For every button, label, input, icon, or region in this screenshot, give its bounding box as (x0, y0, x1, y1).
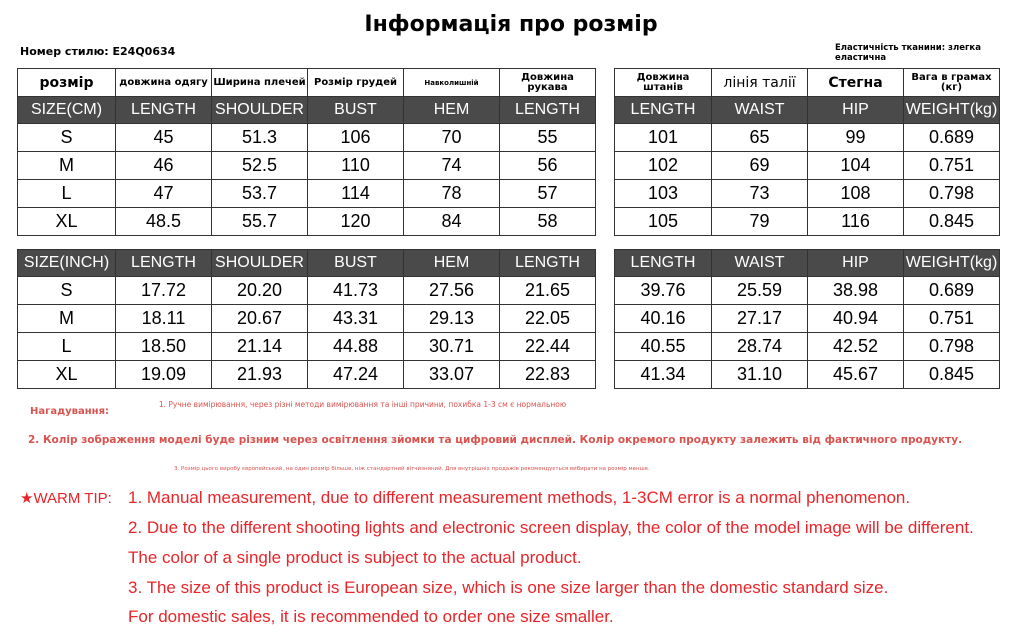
size-table-cm-right (614, 68, 1000, 236)
label-shoulder: Ширина плечей (212, 69, 308, 97)
header-cell: LENGTH (615, 250, 712, 277)
table-cell: 55 (500, 124, 596, 152)
table-cell: 33.07 (404, 361, 500, 389)
header-row (18, 97, 596, 124)
table-cell: 31.10 (712, 361, 808, 389)
label-size: розмір (18, 69, 116, 97)
table-cell: 103 (615, 180, 712, 208)
header-row (615, 250, 1000, 277)
table-cell: 40.55 (615, 333, 712, 361)
table-cell: 0.798 (904, 180, 1000, 208)
header-row (615, 97, 1000, 124)
fabric-elasticity-note: Еластичність тканини: злегка еластична (835, 43, 981, 63)
table-row (615, 361, 1000, 389)
header-cell: HEM (404, 97, 500, 124)
table-row (615, 277, 1000, 305)
table-cell: 27.56 (404, 277, 500, 305)
size-table-inch-right (614, 249, 1000, 389)
table-cell: 58 (500, 208, 596, 236)
table-cell: 21.93 (212, 361, 308, 389)
table-cell: 47 (116, 180, 212, 208)
table-row (615, 124, 1000, 152)
table-row (18, 124, 596, 152)
table-cell: 70 (404, 124, 500, 152)
table-row (615, 208, 1000, 236)
table-cell: 114 (308, 180, 404, 208)
table-cell: 84 (404, 208, 500, 236)
header-cell: WEIGHT(kg) (904, 250, 1000, 277)
warm-tip-label-text: WARM TIP: (33, 490, 112, 507)
header-cell: HEM (404, 250, 500, 277)
reminder-label: Нагадування: (30, 406, 109, 417)
table-row (615, 180, 1000, 208)
table-cell: 0.845 (904, 208, 1000, 236)
table-row (18, 305, 596, 333)
reminder-item-1: 1. Ручне вимірювання, через різні методи вимірювання та інші причини, похибка 1-3 см є нормальною (158, 400, 567, 409)
table-cell: 0.798 (904, 333, 1000, 361)
header-cell: HIP (808, 97, 904, 124)
table-cell: XL (18, 361, 116, 389)
table-cell: 39.76 (615, 277, 712, 305)
table-cell: 0.751 (904, 305, 1000, 333)
header-cell: WEIGHT(kg) (904, 97, 1000, 124)
header-cell: WAIST (712, 97, 808, 124)
star-icon: ★ (20, 490, 34, 507)
table-cell: 20.20 (212, 277, 308, 305)
table-cell: 102 (615, 152, 712, 180)
warm-tip-line-3b: For domestic sales, it is recommended to order one size smaller. (128, 607, 614, 626)
table-cell: 52.5 (212, 152, 308, 180)
warm-tip-line-1: 1. Manual measurement, due to different measurement methods, 1-3CM error is a normal phenomenon. (128, 488, 911, 507)
table-row (18, 333, 596, 361)
table-cell: 17.72 (116, 277, 212, 305)
header-row (18, 250, 596, 277)
table-cell: 41.73 (308, 277, 404, 305)
table-cell: 40.16 (615, 305, 712, 333)
label-hip: Стегна (808, 69, 904, 97)
table-cell: 120 (308, 208, 404, 236)
table-cell: 104 (808, 152, 904, 180)
table-cell: 21.65 (500, 277, 596, 305)
table-row (615, 152, 1000, 180)
table-row (18, 208, 596, 236)
table-cell: 29.13 (404, 305, 500, 333)
header-cell: SHOULDER (212, 250, 308, 277)
header-cell: HIP (808, 250, 904, 277)
table-row (18, 361, 596, 389)
table-cell: 45 (116, 124, 212, 152)
table-cell: 27.17 (712, 305, 808, 333)
table-cell: 74 (404, 152, 500, 180)
table-cell: 65 (712, 124, 808, 152)
table-cell: 108 (808, 180, 904, 208)
label-bust: Розмір грудей (308, 69, 404, 97)
table-cell: 78 (404, 180, 500, 208)
table-cell: 44.88 (308, 333, 404, 361)
label-hem: Навколишній (404, 69, 500, 97)
table-cell: 21.14 (212, 333, 308, 361)
table-cell: 43.31 (308, 305, 404, 333)
warm-tip-label (20, 489, 112, 507)
table-cell: 0.689 (904, 277, 1000, 305)
header-cell: LENGTH (500, 97, 596, 124)
reminder-item-2: 2. Колір зображення моделі буде різним через освітлення зйомки та цифровий дисплей. Колір окремого продукту залежить від фактичного продукту. (28, 434, 963, 446)
label-row (18, 69, 596, 97)
table-cell: 19.09 (116, 361, 212, 389)
table-cell: S (18, 277, 116, 305)
table-cell: 53.7 (212, 180, 308, 208)
header-cell: LENGTH (615, 97, 712, 124)
table-cell: 45.67 (808, 361, 904, 389)
header-cell: SHOULDER (212, 97, 308, 124)
table-cell: L (18, 180, 116, 208)
table-cell: 46 (116, 152, 212, 180)
header-cell: SIZE(CM) (18, 97, 116, 124)
table-cell: 79 (712, 208, 808, 236)
table-cell: 40.94 (808, 305, 904, 333)
table-cell: 101 (615, 124, 712, 152)
warm-tip-line-2a: 2. Due to the different shooting lights and electronic screen display, the color of the model image will be different. (128, 518, 974, 537)
table-cell: 0.845 (904, 361, 1000, 389)
table-cell: 38.98 (808, 277, 904, 305)
label-sleeve: Довжина рукава (500, 69, 596, 97)
header-cell: LENGTH (500, 250, 596, 277)
table-cell: 106 (308, 124, 404, 152)
table-cell: M (18, 305, 116, 333)
table-cell: 28.74 (712, 333, 808, 361)
header-cell: BUST (308, 250, 404, 277)
table-row (18, 152, 596, 180)
header-cell: LENGTH (116, 97, 212, 124)
table-cell: 56 (500, 152, 596, 180)
table-cell: 48.5 (116, 208, 212, 236)
table-cell: 22.05 (500, 305, 596, 333)
label-waist: лінія талії (712, 69, 808, 97)
table-cell: 25.59 (712, 277, 808, 305)
table-row (615, 333, 1000, 361)
label-row (615, 69, 1000, 97)
table-cell: 42.52 (808, 333, 904, 361)
table-cell: L (18, 333, 116, 361)
table-cell: 73 (712, 180, 808, 208)
page-title: Інформація про розмір (364, 12, 658, 37)
reminder-item-3: 3. Розмір цього виробу європейський, на один розмір більше, ніж стандартний вітчизняний. Для внутрішніх продажів рекомендується вибирати на розмір менше. (174, 466, 650, 472)
style-number: Номер стилю: E24Q0634 (20, 45, 176, 58)
table-row (615, 305, 1000, 333)
table-cell: 110 (308, 152, 404, 180)
size-table-inch-left (17, 249, 596, 389)
header-cell: WAIST (712, 250, 808, 277)
table-cell: 22.44 (500, 333, 596, 361)
table-cell: M (18, 152, 116, 180)
table-cell: 51.3 (212, 124, 308, 152)
table-cell: 55.7 (212, 208, 308, 236)
table-row (18, 277, 596, 305)
header-cell: LENGTH (116, 250, 212, 277)
header-cell: BUST (308, 97, 404, 124)
table-cell: 99 (808, 124, 904, 152)
table-cell: S (18, 124, 116, 152)
table-cell: 47.24 (308, 361, 404, 389)
warm-tip-line-3a: 3. The size of this product is European size, which is one size larger than the domestic standard size. (128, 578, 889, 597)
table-cell: 20.67 (212, 305, 308, 333)
table-row (18, 180, 596, 208)
table-cell: 41.34 (615, 361, 712, 389)
table-cell: 22.83 (500, 361, 596, 389)
label-pants-length: Довжина штанів (615, 69, 712, 97)
table-cell: 69 (712, 152, 808, 180)
table-cell: 18.11 (116, 305, 212, 333)
label-length: довжина одягу (116, 69, 212, 97)
table-cell: XL (18, 208, 116, 236)
table-cell: 116 (808, 208, 904, 236)
table-cell: 0.689 (904, 124, 1000, 152)
label-weight: Вага в грамах (кг) (904, 69, 1000, 97)
table-cell: 105 (615, 208, 712, 236)
header-cell: SIZE(INCH) (18, 250, 116, 277)
table-cell: 0.751 (904, 152, 1000, 180)
warm-tip-line-2b: The color of a single product is subject to the actual product. (128, 548, 582, 567)
table-cell: 30.71 (404, 333, 500, 361)
table-cell: 57 (500, 180, 596, 208)
table-cell: 18.50 (116, 333, 212, 361)
size-table-cm-left (17, 68, 596, 236)
